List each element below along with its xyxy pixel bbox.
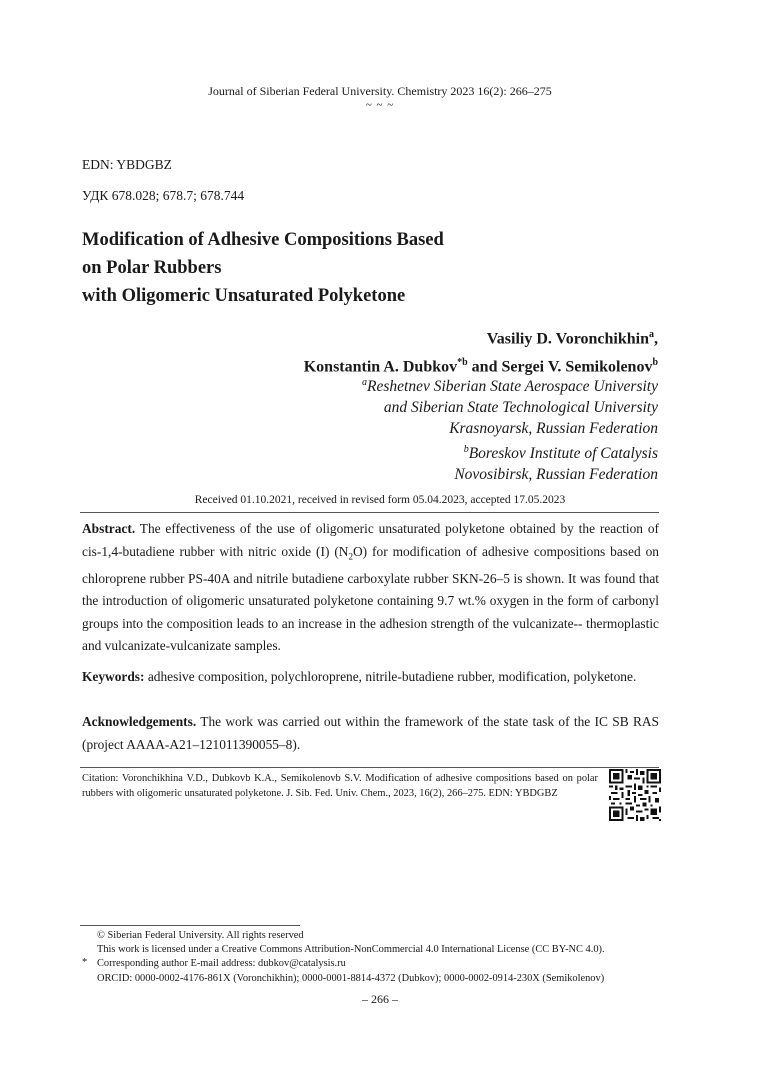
author-3: Sergei V. Semikolenov <box>501 358 653 376</box>
keywords-label: Keywords: <box>82 669 145 684</box>
corresponding-author-note: Corresponding author E-mail address: dubkov@catalysis.ru <box>97 958 346 969</box>
page-number: – 266 – <box>362 992 398 1006</box>
keywords <box>82 666 659 689</box>
abstract-label: Abstract. <box>82 521 136 536</box>
affiliation-b-line-2: Novosibirsk, Russian Federation <box>454 466 658 484</box>
acknowledgements-label: Acknowledgements. <box>82 714 197 729</box>
received-dates: Received 01.10.2021, received in revised form 05.04.2023, accepted 17.05.2023 <box>194 494 566 506</box>
header-separator: ~ ~ ~ <box>365 99 395 111</box>
citation: Citation: Voronchikhina V.D., Dubkovb K.A., Semikolenovb S.V. Modification of adhesive compositions based on polar rubbers with oligomeric unsaturated polyketone. J. Sib. Fed. Univ. Chem., 2023, 16(2), 266–275. EDN: YBDGBZ <box>82 773 598 799</box>
edn-code: EDN: YBDGBZ <box>82 157 172 172</box>
acknowledgements-text: The work was carried out within the framework of the state task of the IC SB RAS (project AAAA-A21–121011390055–8). <box>82 714 659 752</box>
author-2: Konstantin A. Dubkov <box>303 358 458 376</box>
author-line-1 <box>304 323 658 351</box>
affiliation-b-marker: b <box>463 444 469 456</box>
keywords-text: adhesive composition, polychloroprene, nitrile-butadiene rubber, modification, polyketone. <box>144 669 637 684</box>
affiliation-a-marker: a <box>362 377 368 388</box>
title-line-1: Modification of Adhesive Compositions Based <box>82 230 444 250</box>
author-sep-2: and <box>467 358 502 376</box>
author-sep-1: , <box>654 330 658 348</box>
affiliation-b-name: Boreskov Institute of Catalysis <box>468 445 658 463</box>
author-1-affil: a <box>649 329 654 340</box>
license-note: This work is licensed under a Creative Commons Attribution-NonCommercial 4.0 International License (CC BY-NC 4.0). <box>97 944 605 955</box>
affiliation-a-line-3: Krasnoyarsk, Russian Federation <box>449 420 658 438</box>
affiliation-a-line-2: and Siberian State Technological University <box>383 399 658 417</box>
footnote-star: * <box>82 957 88 968</box>
abstract <box>82 518 659 658</box>
author-2-affil: *b <box>457 357 468 369</box>
journal-header: Journal of Siberian Federal University. Chemistry 2023 16(2): 266–275 <box>208 84 552 98</box>
paper-title <box>82 226 682 310</box>
affiliation-b-line-1 <box>362 439 658 464</box>
divider <box>80 512 659 513</box>
title-line-3: with Oligomeric Unsaturated Polyketone <box>82 286 406 306</box>
abstract-text-2: O) for modification of adhesive compositions based on chloroprene rubber PS-40A and nitrile butadiene carboxylate rubber SKN-26–5 is shown. It was found that the introduction of oligomeric unsaturated polyketone containing 9.7 wt.% oxygen in the form of carbonyl groups into the composition leads to an increase in the adhesion strength of the vulcanizate-- thermoplastic and vulcanizate-vulcanizate samples. <box>82 543 659 654</box>
acknowledgements <box>82 711 659 756</box>
affiliation-a-line-1 <box>362 372 658 397</box>
abstract-text-1: The effectiveness of the use of oligomeric unsaturated polyketone obtained by the reaction of cis-1,4-butadiene rubber with nitric oxide (I) (N <box>82 521 659 559</box>
orcid-note: ORCID: 0000-0002-4176-861X (Voronchikhin); 0000-0001-8814-4372 (Dubkov); 0000-0002-0914-230X (Semikolenov) <box>97 973 605 984</box>
author-3-affil: b <box>652 357 658 369</box>
title-line-2: on Polar Rubbers <box>82 258 222 278</box>
citation-divider <box>80 767 659 768</box>
copyright-note: © Siberian Federal University. All rights reserved <box>97 930 304 941</box>
affiliations <box>362 372 658 485</box>
footnote-divider <box>80 925 300 926</box>
udk-code: УДК 678.028; 678.7; 678.744 <box>82 188 245 203</box>
qr-code-icon[interactable] <box>609 769 661 821</box>
abstract-subscript: 2 <box>348 551 353 562</box>
affiliation-a-name: Reshetnev Siberian State Aerospace University <box>367 378 658 396</box>
author-1: Vasiliy D. Voronchikhin <box>486 330 649 348</box>
